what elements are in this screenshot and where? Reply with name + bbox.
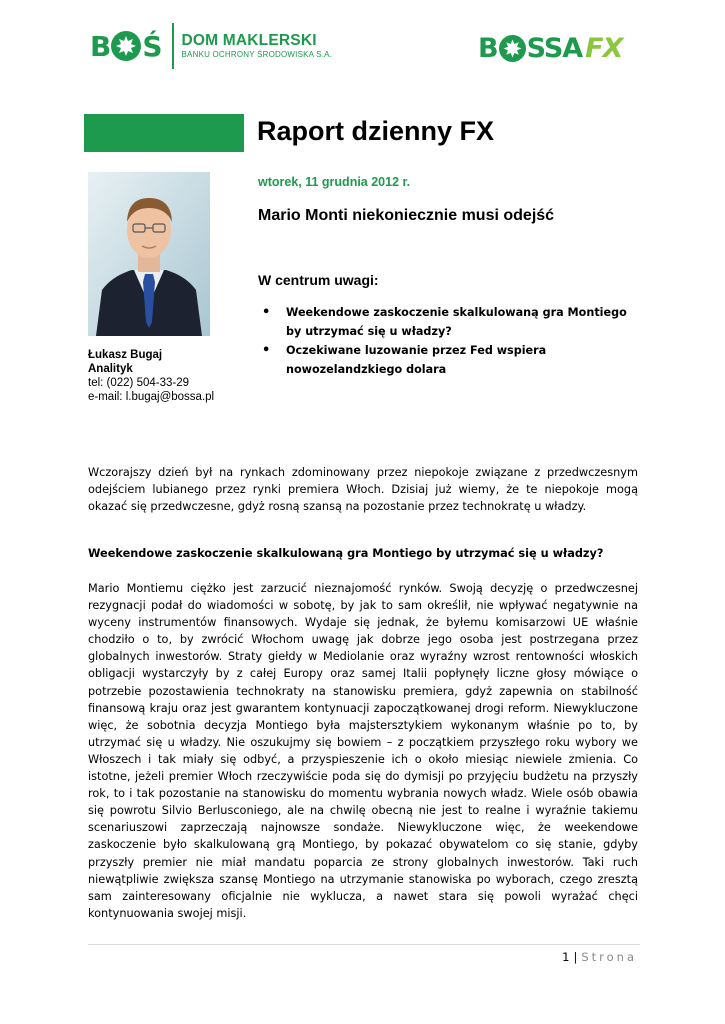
leaf-icon	[499, 35, 526, 62]
bossa-wordmark	[478, 33, 582, 64]
bos-logo-letter: B	[90, 29, 111, 63]
section-paragraph: Mario Montiemu ciężko jest zarzucić nieznajomość rynków. Swoją decyzję o przedwczesnej rezygnacji podał do wiadomości w sobotę, by jak to sam określił, nie wpływać negatywnie na wyceny instrumentów finansowych. Wydaje się jednak, że byłemu komisarzowi UE właśnie chodziło o to, by zwrócić Włochom uwagę jak dobrze jego osoba jest postrzegana przez globalnych inwestorów. Straty giełdy w Mediolanie oraz wyraźny wzrost rentowności włoskich obligacji wystarczyły by z całej Europy oraz samej Italii popłynęły liczne głosy mówiące o potrzebie pozostawienia technokraty na stanowisku premiera, gdyż zapewnia on stabilność finansową kraju oraz jest gwarantem kontynuacji zapoczątkowanej drogi reform. Niewykluczone więc, że sobotnia decyzja Montiego była majstersztykiem wykonanym właśnie po to, by utrzymać się u władzy. Nie oszukujmy się bowiem – z początkiem przyszłego roku wybory we Włoszech i tak miały się odbyć, a przyspieszenie ich o około miesiąc niewiele zmienia. Co istotne, jeżeli premier Włoch rzeczywiście poda się do dymisji po przyjęciu budżetu na przyszły rok, to i tak pozostanie na stanowisku do momentu wybrania nowych władz. Wiele osób obawia się powrotu Silvio Berlusconiego, ale na chwilę obecną nie jest to realne i wyraźnie takiemu scenariuszowi zaprzeczają najnowsze sondaże. Niewykluczone więc, że weekendowe zaskoczenie było skalkulowaną grą Montiego, by pokazać obywatelom co się stanie, gdyby przyszły premier nie miał mandatu poparcia ze strony globalnych inwestorów. Taki ruch niewątpliwie zwiększa szansę Montiego na utrzymanie stanowiska po wyborach, czego zresztą sam zainteresowany oficjalnie nie wyklucza, a nawet stara się powoli wyrażać chęci kontynuowania swojej misji.	[88, 582, 638, 920]
dm-text-block	[182, 32, 333, 60]
focus-title: W centrum uwagi:	[258, 272, 379, 288]
bos-logo-letter: Ś	[142, 29, 162, 63]
leaf-icon	[111, 31, 141, 61]
page-footer	[562, 950, 637, 964]
bos-logo	[90, 22, 332, 70]
bos-logo-wordmark	[90, 30, 162, 63]
footer-separator: |	[573, 950, 578, 964]
intro-paragraph: Wczorajszy dzień był na rynkach zdominowany przez niepokoje związane z przedwczesnym odejściem lubianego przez rynki premiera Włoch. Dzisiaj już wiemy, że te niepokoje mogą okazać się przedwczesne, gdyż rosną szansą na pozostanie przez technokratę u władzy.	[88, 466, 638, 514]
bossa-fx-logo	[478, 30, 622, 66]
analyst-photo	[88, 172, 210, 336]
fx-wordmark: FX	[585, 32, 623, 64]
dm-title: DOM MAKLERSKI	[181, 32, 317, 49]
title-accent-bar	[84, 114, 244, 152]
author-name: Łukasz Bugaj	[88, 349, 163, 361]
author-email[interactable]: e-mail: l.bugaj@bossa.pl	[88, 391, 215, 403]
report-headline: Mario Monti niekoniecznie musi odejść	[258, 207, 555, 224]
page-label: Strona	[581, 950, 637, 964]
footer-divider	[88, 944, 640, 945]
report-date: wtorek, 11 grudnia 2012 r.	[258, 175, 411, 189]
focus-list	[258, 304, 638, 380]
bossa-letter: B	[478, 32, 498, 64]
author-role: Analityk	[88, 363, 133, 375]
section-heading: Weekendowe zaskoczenie skalkulowaną gra Montiego by utrzymać się u władzy?	[88, 547, 604, 560]
report-title: Raport dzienny FX	[257, 116, 495, 146]
focus-item: • Oczekiwane luzowanie przez Fed wspiera nowozelandzkiego dolara	[258, 342, 638, 379]
dm-subtitle: BANKU OCHRONY ŚRODOWISKA S.A.	[181, 50, 333, 59]
bossa-letters: SSA	[526, 32, 583, 64]
author-phone: tel: (022) 504-33-29	[88, 377, 190, 389]
logo-divider	[172, 23, 174, 69]
page-number: 1	[562, 950, 570, 964]
author-block	[88, 348, 214, 404]
focus-item: • Weekendowe zaskoczenie skalkulowaną gra Montiego by utrzymać się u władzy?	[258, 304, 638, 341]
